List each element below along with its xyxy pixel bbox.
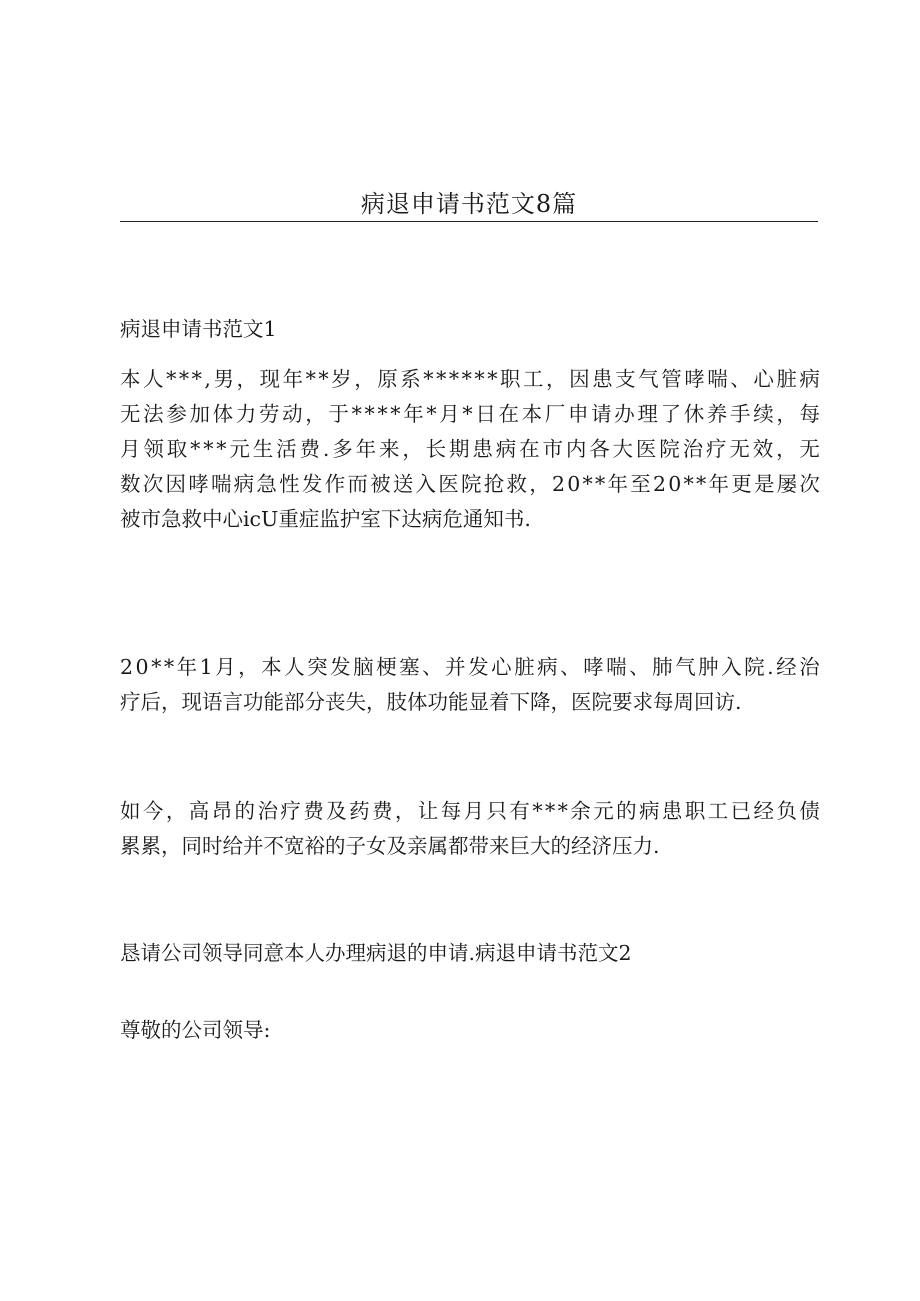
paragraph-1-line: 本 人 * * * , 男 ， 现 年 * * 岁 ， 原 系 * * * * * * 职 工 ， 因 患 支 气 管 哮 喘 、 心 脏 病 <box>120 367 820 391</box>
paragraph-1-line: 无 法 参 加 体 力 劳 动 ， 于 * * * * 年 * 月 * 日 在 本 厂 申 请 办 理 了 休 养 手 续 ， 每 <box>120 402 820 426</box>
paragraph-3 <box>120 794 820 864</box>
document-title: 病退申请书范文8篇 <box>360 190 578 218</box>
paragraph-2-line: 疗后，现语言功能部分丧失，肢体功能显着下降，医院要求每周回访. <box>120 690 742 714</box>
paragraph-4: 恳请公司领导同意本人办理病退的申请.病退申请书范文2 <box>120 941 632 965</box>
paragraph-1-line: 月 领 取 * * * 元 生 活 费 . 多 年 来 ， 长 期 患 病 在 市 内 各 大 医 院 治 疗 无 效 ， 无 <box>120 437 820 461</box>
section-heading-1: 病退申请书范文1 <box>120 317 277 341</box>
paragraph-1-line: 被市急救中心icU重症监护室下达病危通知书. <box>120 507 531 531</box>
paragraph-3-line: 如 今 ， 高 昂 的 治 疗 费 及 药 费 ， 让 每 月 只 有 * * * 余 元 的 病 患 职 工 已 经 负 债 <box>120 799 820 823</box>
paragraph-3-line: 累累，同时给并不宽裕的子女及亲属都带来巨大的经济压力. <box>120 834 660 858</box>
paragraph-2 <box>120 650 820 720</box>
paragraph-1 <box>120 362 820 537</box>
salutation: 尊敬的公司领导: <box>120 1018 271 1042</box>
title-underline <box>120 221 818 222</box>
paragraph-1-line: 数 次 因 哮 喘 病 急 性 发 作 而 被 送 入 医 院 抢 救 ， 2 0 * * 年 至 2 0 * * 年 更 是 屡 次 <box>120 472 820 496</box>
paragraph-2-line: 2 0 * * 年 1 月 ， 本 人 突 发 脑 梗 塞 、 并 发 心 脏 病 、 哮 喘 、 肺 气 肿 入 院 . 经 治 <box>120 655 820 679</box>
